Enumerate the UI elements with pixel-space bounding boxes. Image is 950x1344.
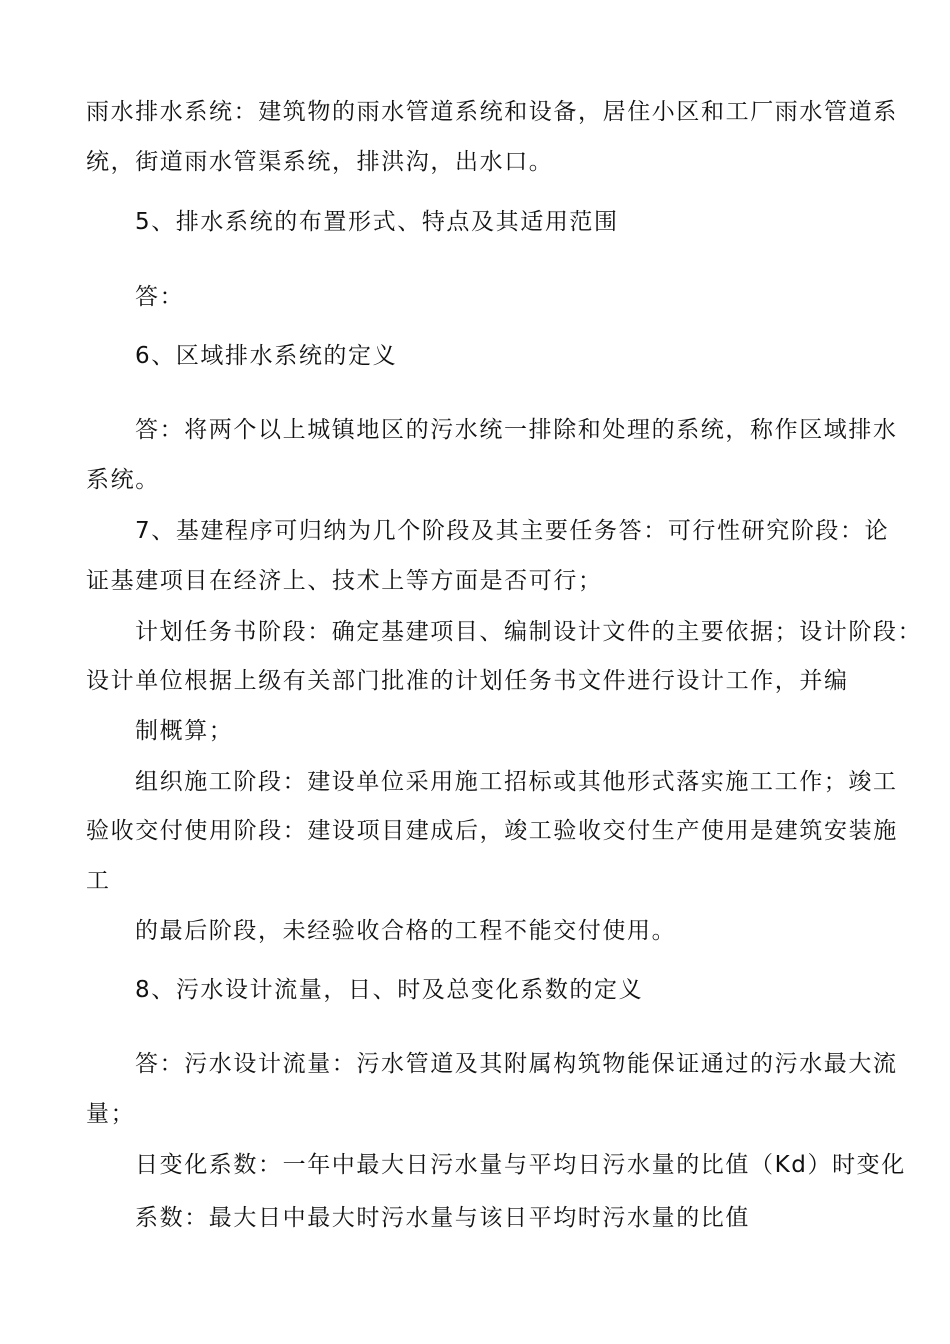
text-line: 答：污水设计流量：污水管道及其附属构筑物能保证通过的污水最大流 — [135, 1051, 898, 1077]
text-line: 设计单位根据上级有关部门批准的计划任务书文件进行设计工作，并编 — [86, 668, 849, 694]
text-line: 计划任务书阶段：确定基建项目、编制设计文件的主要依据；设计阶段： — [135, 619, 923, 645]
text-line: 验收交付使用阶段：建设项目建成后，竣工验收交付生产使用是建筑安装施 — [86, 818, 898, 844]
text-line: 组织施工阶段：建设单位采用施工招标或其他形式落实施工工作；竣工 — [135, 769, 898, 795]
question-heading: 6、区域排水系统的定义 — [135, 343, 398, 369]
question-heading: 5、排水系统的布置形式、特点及其适用范围 — [135, 209, 619, 235]
text-line: 系统。 — [86, 467, 160, 493]
question-heading: 7、基建程序可归纳为几个阶段及其主要任务答：可行性研究阶段：论 — [135, 518, 890, 544]
text-line: 证基建项目在经济上、技术上等方面是否可行； — [86, 568, 603, 594]
text-line: 统，街道雨水管渠系统，排洪沟，出水口。 — [86, 149, 554, 175]
text-line: 日变化系数：一年中最大日污水量与平均日污水量的比值（Kd）时变化 — [135, 1152, 906, 1178]
text-line: 答：将两个以上城镇地区的污水统一排除和处理的系统，称作区域排水 — [135, 417, 898, 443]
text-line: 工 — [86, 868, 111, 894]
text-line: 系数：最大日中最大时污水量与该日平均时污水量的比值 — [135, 1205, 750, 1231]
text-line: 制概算； — [135, 718, 234, 744]
text-line: 雨水排水系统：建筑物的雨水管道系统和设备，居住小区和工厂雨水管道系 — [86, 99, 898, 125]
answer-label: 答： — [135, 284, 185, 310]
question-heading: 8、污水设计流量，日、时及总变化系数的定义 — [135, 977, 644, 1003]
text-line: 的最后阶段，未经验收合格的工程不能交付使用。 — [135, 918, 677, 944]
text-line: 量； — [86, 1101, 136, 1127]
